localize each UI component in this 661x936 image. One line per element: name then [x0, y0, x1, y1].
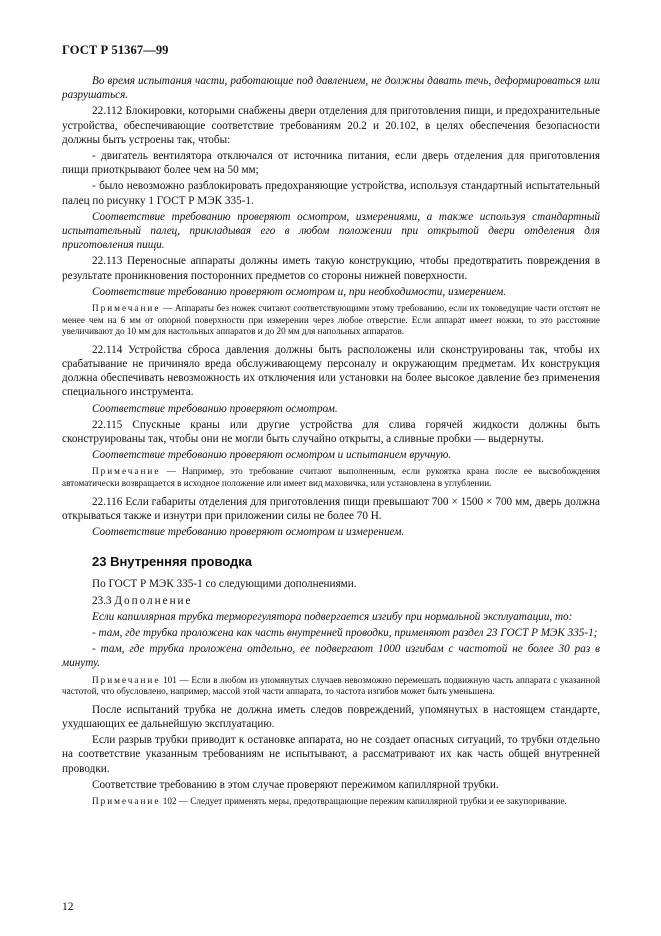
clause-number: 23.3: [92, 594, 115, 607]
paragraph-23-intro: По ГОСТ Р МЭК 335-1 со следующими дополнениями.: [92, 578, 357, 591]
compliance-check-22-115: Соответствие требованию проверяют осмотром и испытанием вручную.: [92, 449, 452, 462]
note-22-113: [62, 303, 600, 338]
document-body: [62, 74, 600, 813]
list-item-separate-tube: - там, где трубка проложена отдельно, ее подвергают 1000 изгибам с частотой не более 30 раз в минуту.: [62, 643, 600, 670]
list-item-internal-wiring: - там, где трубка проложена как часть внутренней проводки, применяют раздел 23 ГОСТ Р МЭК 335-1;: [92, 627, 598, 640]
compliance-check-22-116: Соответствие требованию проверяют осмотром и измерением.: [92, 526, 405, 539]
note-label: Примечание: [92, 796, 161, 807]
paragraph-pressure-test: Во время испытания части, работающие под давлением, не должны давать течь, деформироваться или разрушаться.: [62, 75, 600, 102]
document-header: ГОСТ Р 51367—99: [62, 43, 169, 57]
paragraph-22-112: 22.112 Блокировки, которыми снабжены двери отделения для приготовления пищи, и предохранительные устройства, обеспечивающие соответствие требованиям 20.2 и 20.102, в целях обеспечения безопасности должны быть устроены так, чтобы:: [62, 105, 600, 146]
paragraph-tube-rupture: Если разрыв трубки приводит к остановке аппарата, но не создает опасных ситуаций, то трубки отдельно на соответствие указанным требованиям не испытывают, а рассматривают их как часть общей внутренней проводки.: [62, 734, 600, 775]
note-label: Примечание: [92, 303, 161, 314]
paragraph-22-116: 22.116 Если габариты отделения для приготовления пищи превышают 700 × 1500 × 700 мм, дверь должна открываться также и изнутри при приложении силы не более 70 Н.: [62, 495, 600, 522]
compliance-check-22-113: Соответствие требованию проверяют осмотром и, при необходимости, измерением.: [92, 285, 507, 298]
paragraph-23-3: [62, 594, 600, 608]
note-22-115: [62, 466, 600, 489]
compliance-check-22-114: Соответствие требованию проверяют осмотром.: [92, 402, 338, 415]
note-text: 101 — Если в любом из упомянутых случаев невозможно перемешать подвижную часть аппарата с указанной частотой, что обусловлено, например, массой этой части аппарата, то частота изгибов может быть уменьшена.: [62, 674, 600, 697]
paragraph-22-113: 22.113 Переносные аппараты должны иметь такую конструкцию, чтобы предотвратить повреждения в результате проникновения посторонних предметов со стороны нижней поверхности.: [62, 255, 600, 282]
list-item-unlock: - было невозможно разблокировать предохраняющие устройства, используя стандартный испытательный палец по рисунку 1 ГОСТ Р МЭК 335-1.: [62, 180, 600, 207]
paragraph-after-test: После испытаний трубка не должна иметь следов повреждений, упомянутых в настоящем стандарте, ухудшающих ее дальнейшую эксплуатацию.: [62, 703, 600, 731]
note-label: Примечание: [92, 466, 161, 477]
note-text: — Аппараты без ножек считают соответствующими этому требованию, если их токоведущие части отстоят не менее чем на 6 мм от опорной поверхности при измерении через любое отверстие. Если аппарат имеет ножки, то это расстояние увеличивают до 10 мм для настольных аппаратов и до 20 мм для напольных аппаратов.: [62, 303, 600, 337]
note-text: — Например, это требование считают выполненным, если рукоятка крана после ее высвобождения автоматически возвращается в исходное положение или имеет вид маховичка, или установлена в углублении.: [62, 466, 600, 489]
list-item-fan-motor: - двигатель вентилятора отключался от источника питания, если дверь отделения для приготовления пищи приоткрывают более чем на 50 мм;: [62, 150, 600, 177]
paragraph-22-115: 22.115 Спускные краны или другие устройства для слива горячей жидкости должны быть сконструированы так, чтобы они не могли быть случайно открыты, а сливные пробки — выдернуты.: [62, 418, 600, 446]
note-label: Примечание: [92, 674, 161, 685]
paragraph-22-114: 22.114 Устройства сброса давления должны быть расположены или сконструированы так, чтобы их срабатывание не причиняло вреда обслуживающему персоналу и окружающим предметам. Их конструкция должна обеспечивать невозможность их отключения или установки на более высокое давление без применения специального инструмента.: [62, 343, 600, 399]
paragraph-pinch-check: Соответствие требованию в этом случае проверяют пережимом капиллярной трубки.: [92, 778, 499, 791]
page-number: 12: [62, 901, 74, 913]
compliance-check-22-112: Соответствие требованию проверяют осмотром, измерениями, а также используя стандартный испытательный палец, прикладывая его в любом положении при открытой двери отделения для приготовления пищи.: [62, 210, 600, 252]
note-text: 102 — Следует применять меры, предотвращающие пережим капиллярной трубки и ее закупоривание.: [160, 796, 567, 807]
note-102: [62, 796, 600, 808]
note-101: [62, 675, 600, 698]
paragraph-capillary-tube: Если капиллярная трубка терморегулятора подвергается изгибу при нормальной эксплуатации, то:: [92, 610, 573, 623]
clause-label: Дополнение: [114, 594, 193, 607]
section-title: 23 Внутренняя проводка: [92, 554, 253, 570]
